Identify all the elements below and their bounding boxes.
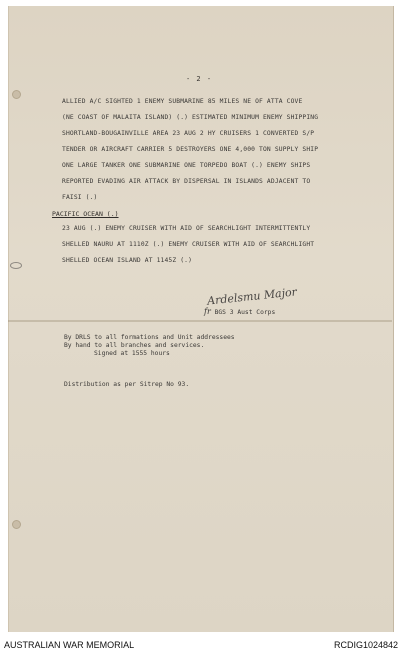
body-line: ALLIED A/C SIGHTED 1 ENEMY SUBMARINE 85 MILES NE OF ATTA COVE bbox=[62, 98, 303, 105]
signature-title bbox=[204, 307, 275, 316]
section-line: SHELLED NAURU AT 1110Z (.) ENEMY CRUISER WITH AID OF SEARCHLIGHT bbox=[62, 241, 315, 248]
distribution-line: Signed at 1555 hours bbox=[94, 350, 170, 357]
section-line: 23 AUG (.) ENEMY CRUISER WITH AID OF SEARCHLIGHT INTERMITTENTLY bbox=[62, 225, 311, 232]
footer-bar bbox=[0, 638, 402, 654]
distribution-note: Distribution as per Sitrep No 93. bbox=[64, 381, 190, 388]
signature-for-prefix: fr bbox=[204, 307, 211, 316]
body-line: SHORTLAND-BOUGAINVILLE AREA 23 AUG 2 HY CRUISERS 1 CONVERTED S/P bbox=[62, 130, 315, 137]
signature-title-text: BGS 3 Aust Corps bbox=[214, 309, 276, 316]
distribution-line: By hand to all branches and services. bbox=[64, 342, 205, 349]
fold-line bbox=[8, 320, 392, 322]
body-line: REPORTED EVADING AIR ATTACK BY DISPERSAL IN ISLANDS ADJACENT TO bbox=[62, 178, 311, 185]
footer-id: RCDIG1024842 bbox=[333, 640, 398, 650]
handwritten-signature: Ardelsmu Major bbox=[206, 285, 298, 308]
footer-source: AUSTRALIAN WAR MEMORIAL bbox=[4, 640, 135, 650]
distribution-line: By DRLS to all formations and Unit addressees bbox=[64, 334, 235, 341]
section-line: SHELLED OCEAN ISLAND AT 1145Z (.) bbox=[62, 257, 193, 264]
punch-hole bbox=[12, 520, 21, 529]
section-heading: PACIFIC OCEAN (.) bbox=[52, 210, 119, 218]
body-line: ONE LARGE TANKER ONE SUBMARINE ONE TORPEDO BOAT (.) ENEMY SHIPS bbox=[62, 162, 311, 169]
body-line: TENDER OR AIRCRAFT CARRIER 5 DESTROYERS ONE 4,000 TON SUPPLY SHIP bbox=[62, 146, 319, 153]
punch-hole bbox=[12, 90, 21, 99]
page-number: - 2 - bbox=[186, 75, 213, 83]
body-line: (NE COAST OF MALAITA ISLAND) (.) ESTIMATED MINIMUM ENEMY SHIPPING bbox=[62, 114, 319, 121]
body-line: FAISI (.) bbox=[62, 194, 98, 201]
pencil-mark bbox=[10, 262, 22, 269]
